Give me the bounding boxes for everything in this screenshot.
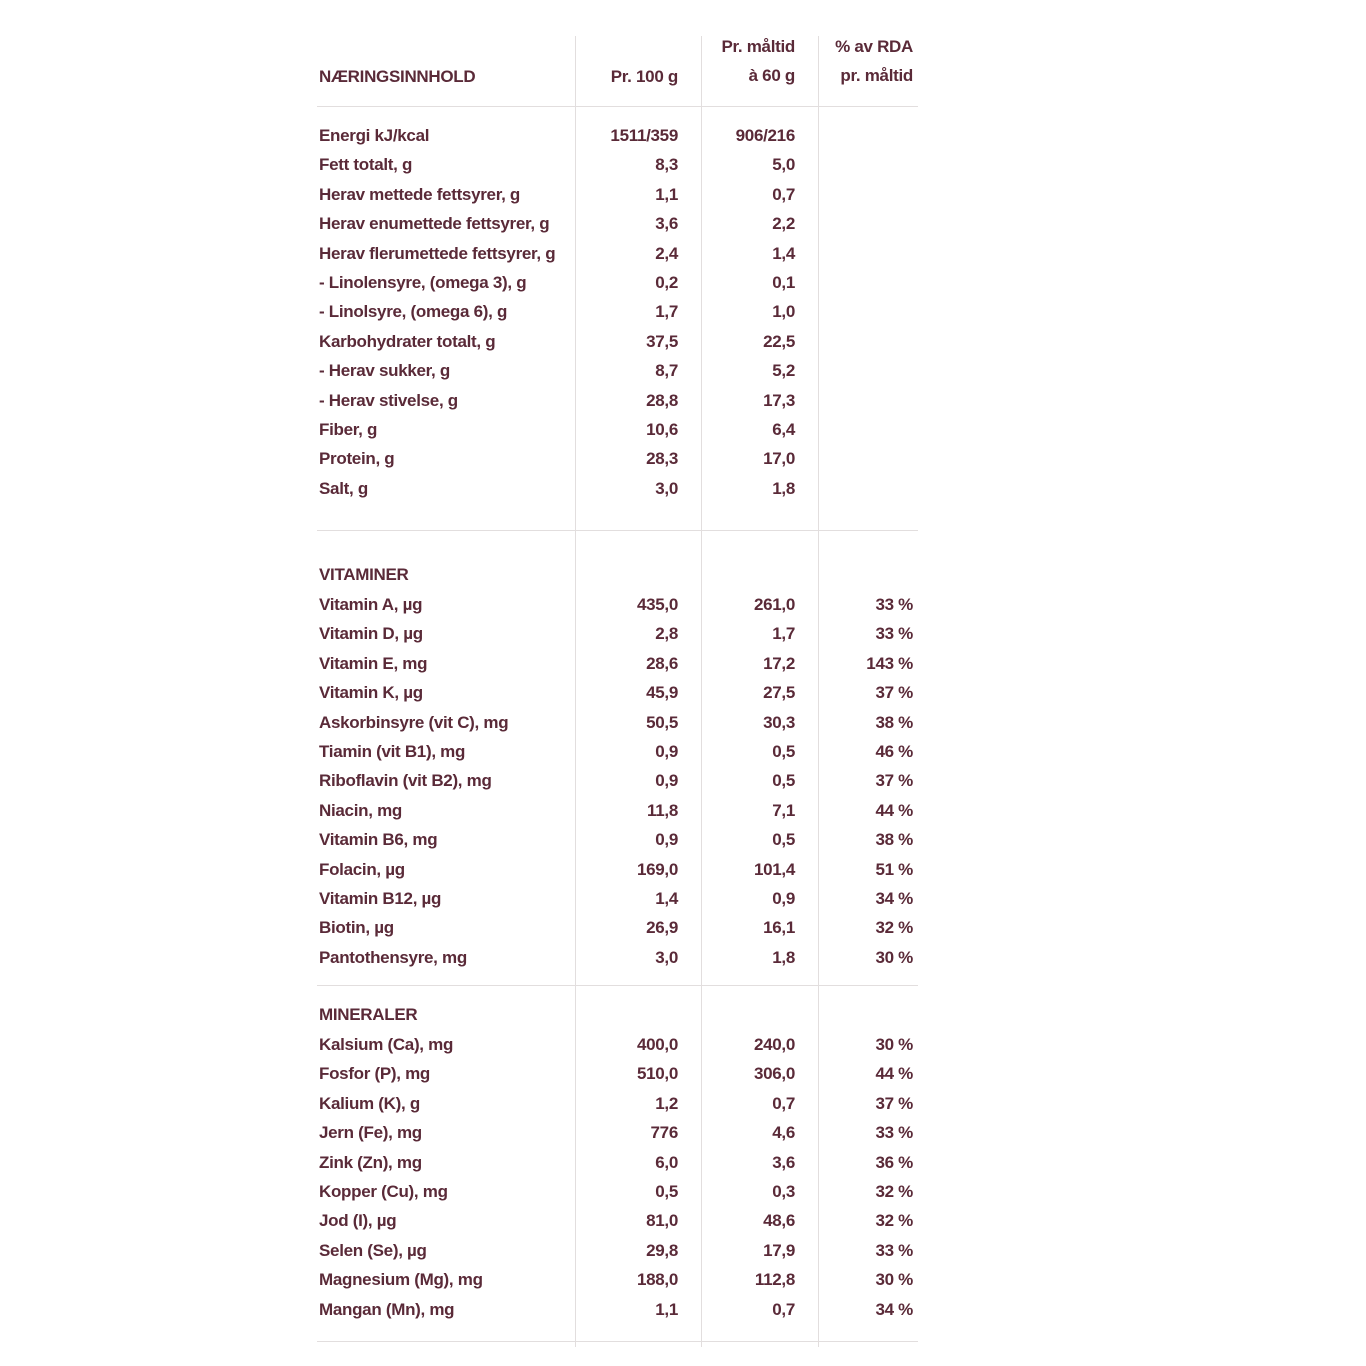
row-label: Tiamin (vit B1), mg (319, 742, 466, 761)
row-label: Pantothensyre, mg (319, 947, 467, 967)
value-per-meal: 2,2 (772, 214, 795, 234)
table-row (317, 1295, 918, 1324)
row-label: Vitamin B6, mg (319, 830, 438, 850)
row-label: Selen (Se), µg (319, 1240, 427, 1260)
value-per-meal: 0,3 (772, 1182, 795, 1201)
row-label: Vitamin D, µg (319, 624, 423, 644)
value-per-meal: 0,5 (772, 830, 795, 850)
value-per-meal: 0,7 (772, 184, 795, 204)
row-label: - Herav sukker, g (319, 361, 450, 381)
value-per-meal: 1,7 (772, 624, 795, 644)
table-row (317, 737, 918, 766)
table-row (317, 1206, 918, 1235)
column-header-rda-line1: % av RDA (835, 37, 913, 56)
row-label: Fett totalt, g (319, 155, 413, 175)
value-per-meal: 112,8 (754, 1270, 795, 1290)
row-label: Jern (Fe), mg (319, 1123, 422, 1143)
value-per100: 28,3 (646, 449, 678, 469)
value-rda: 30 % (875, 1270, 913, 1290)
value-per100: 28,8 (646, 390, 678, 410)
value-per100: 435,0 (636, 595, 678, 614)
value-per100: 0,9 (655, 771, 678, 791)
value-rda: 33 % (875, 595, 913, 614)
value-per100: 45,9 (646, 683, 678, 703)
value-rda: 36 % (875, 1152, 913, 1172)
value-per100: 2,4 (655, 243, 678, 263)
value-per-meal: 1,8 (772, 947, 795, 967)
row-label: Jod (I), µg (319, 1211, 397, 1231)
divider (317, 530, 918, 531)
value-per-meal: 30,3 (763, 712, 795, 732)
column-header-meal-line1: Pr. måltid (721, 37, 795, 56)
table-row (317, 884, 918, 913)
value-per-meal: 1,4 (772, 243, 795, 263)
value-per100: 3,0 (655, 478, 678, 498)
value-per100: 1,1 (655, 1299, 678, 1319)
value-rda: 46 % (875, 742, 913, 761)
value-per100: 0,5 (655, 1182, 678, 1201)
value-per-meal: 22,5 (763, 331, 795, 351)
value-per100: 28,6 (646, 653, 678, 673)
row-label: Protein, g (319, 449, 395, 469)
table-row (317, 1030, 918, 1059)
value-per-meal: 0,1 (772, 273, 795, 292)
value-rda: 143 % (866, 653, 913, 673)
value-rda: 32 % (875, 918, 913, 938)
row-label: Herav mettede fettsyrer, g (319, 184, 521, 204)
row-label: Kalium (K), g (319, 1093, 420, 1113)
value-rda: 38 % (875, 830, 913, 850)
value-per100: 2,8 (655, 624, 678, 644)
table-row (317, 649, 918, 678)
value-per-meal: 3,6 (772, 1152, 795, 1172)
table-row (317, 268, 918, 297)
value-per-meal: 17,9 (763, 1240, 795, 1260)
table-row (317, 209, 918, 238)
value-per-meal: 48,6 (763, 1211, 795, 1231)
value-per100: 3,6 (655, 214, 678, 234)
table-row (317, 1089, 918, 1118)
table-row (317, 913, 918, 942)
value-per-meal: 306,0 (753, 1064, 795, 1084)
value-rda: 34 % (875, 889, 913, 908)
table-row (317, 619, 918, 648)
table-row (317, 796, 918, 825)
value-rda: 33 % (875, 1240, 913, 1260)
value-rda: 30 % (875, 1035, 913, 1054)
value-rda: 44 % (875, 1064, 913, 1084)
value-rda: 33 % (875, 624, 913, 644)
value-rda: 32 % (875, 1182, 913, 1201)
value-per100: 50,5 (646, 712, 678, 732)
divider (317, 985, 918, 986)
value-rda: 44 % (875, 800, 913, 820)
row-label: Karbohydrater totalt, g (319, 331, 496, 351)
value-per100: 3,0 (655, 947, 678, 967)
table-row (317, 1236, 918, 1265)
value-per-meal: 0,9 (772, 889, 795, 908)
row-label: Herav enumettede fettsyrer, g (319, 214, 550, 234)
value-per100: 26,9 (646, 918, 678, 938)
row-label: Vitamin A, µg (319, 595, 423, 614)
value-per-meal: 101,4 (753, 859, 795, 879)
table-row (317, 1148, 918, 1177)
row-label: Vitamin B12, µg (319, 889, 442, 908)
minerals-title: MINERALER (319, 1005, 418, 1024)
value-per100: 1,7 (655, 302, 678, 322)
column-header-meal-line2: à 60 g (748, 66, 795, 85)
value-rda: 37 % (875, 683, 913, 703)
row-label: Vitamin K, µg (319, 683, 423, 703)
column-header-per100: Pr. 100 g (610, 67, 678, 86)
value-per100: 37,5 (646, 331, 678, 351)
value-rda: 37 % (875, 771, 913, 791)
table-title: NÆRINGSINNHOLD (319, 67, 476, 86)
row-label: Fiber, g (319, 420, 378, 439)
value-per-meal: 1,8 (772, 478, 795, 498)
value-per-meal: 17,3 (763, 390, 795, 410)
value-per-meal: 906/216 (735, 126, 795, 145)
table-row (317, 474, 918, 503)
table-row (317, 239, 918, 268)
value-per-meal: 0,5 (772, 771, 795, 791)
table-row (317, 708, 918, 737)
value-rda: 32 % (875, 1211, 913, 1231)
value-per-meal: 1,0 (772, 302, 795, 322)
row-label: Kalsium (Ca), mg (319, 1035, 454, 1054)
divider (317, 106, 918, 107)
value-per-meal: 0,5 (772, 742, 795, 761)
value-per100: 8,7 (655, 361, 678, 381)
value-per100: 11,8 (647, 800, 678, 820)
value-per-meal: 7,1 (772, 800, 795, 820)
table-row (317, 855, 918, 884)
value-per100: 188,0 (636, 1270, 678, 1290)
table-row (317, 150, 918, 179)
row-label: Mangan (Mn), mg (319, 1299, 455, 1319)
table-row (317, 1265, 918, 1294)
value-per100: 776 (650, 1123, 678, 1143)
value-rda: 34 % (875, 1299, 913, 1319)
table-row (317, 297, 918, 326)
row-label: - Linolensyre, (omega 3), g (319, 273, 527, 292)
value-per100: 1,4 (655, 889, 678, 908)
value-per-meal: 17,2 (763, 653, 795, 673)
value-per100: 169,0 (636, 859, 678, 879)
value-per-meal: 5,2 (772, 361, 795, 381)
table-row (317, 386, 918, 415)
row-label: Salt, g (319, 478, 368, 498)
value-rda: 37 % (875, 1093, 913, 1113)
value-per-meal: 240,0 (753, 1035, 795, 1054)
value-per100: 400,0 (636, 1035, 678, 1054)
value-per100: 10,6 (646, 420, 678, 439)
row-label: Energi kJ/kcal (319, 126, 430, 145)
column-header-rda-line2: pr. måltid (840, 66, 913, 85)
row-label: Zink (Zn), mg (319, 1152, 422, 1172)
table-row (317, 1118, 918, 1147)
value-per100: 1,1 (655, 184, 678, 204)
value-per100: 1,2 (655, 1093, 678, 1113)
table-row (317, 327, 918, 356)
value-per100: 0,9 (655, 742, 678, 761)
table-row (317, 356, 918, 385)
value-per-meal: 261,0 (753, 595, 795, 614)
value-per100: 1511/359 (610, 126, 678, 145)
value-per100: 29,8 (646, 1240, 678, 1260)
value-per100: 0,2 (655, 273, 678, 292)
row-label: Riboflavin (vit B2), mg (319, 771, 492, 791)
value-rda: 51 % (875, 859, 913, 879)
row-label: Fosfor (P), mg (319, 1064, 431, 1084)
table-row (317, 766, 918, 795)
table-row (317, 1177, 918, 1206)
value-per-meal: 17,0 (763, 449, 795, 469)
table-row (317, 180, 918, 209)
value-rda: 33 % (875, 1123, 913, 1143)
value-per100: 6,0 (655, 1152, 678, 1172)
value-per-meal: 6,4 (772, 420, 795, 439)
table-row (317, 943, 918, 972)
row-label: Askorbinsyre (vit C), mg (319, 712, 509, 732)
row-label: - Herav stivelse, g (319, 390, 458, 410)
value-per-meal: 27,5 (763, 683, 795, 703)
value-per-meal: 0,7 (772, 1299, 795, 1319)
value-per100: 8,3 (655, 155, 678, 175)
table-row (317, 590, 918, 619)
value-rda: 38 % (875, 712, 913, 732)
vitamins-title: VITAMINER (319, 565, 409, 584)
table-row (317, 444, 918, 473)
row-label: Vitamin E, mg (319, 653, 428, 673)
row-label: Kopper (Cu), mg (319, 1182, 448, 1201)
row-label: Folacin, µg (319, 859, 405, 879)
value-per100: 0,9 (655, 830, 678, 850)
table-row (317, 678, 918, 707)
divider (317, 1341, 918, 1342)
value-per100: 81,0 (646, 1211, 678, 1231)
table-row (317, 825, 918, 854)
value-per-meal: 0,7 (772, 1093, 795, 1113)
row-label: Magnesium (Mg), mg (319, 1270, 483, 1290)
row-label: Niacin, mg (319, 800, 402, 820)
value-per-meal: 16,1 (763, 918, 795, 938)
row-label: Herav flerumettede fettsyrer, g (319, 243, 556, 263)
table-row (317, 121, 918, 150)
table-row (317, 1059, 918, 1088)
row-label: Biotin, µg (319, 918, 394, 938)
value-per100: 510,0 (636, 1064, 678, 1084)
value-per-meal: 5,0 (772, 155, 795, 175)
row-label: - Linolsyre, (omega 6), g (319, 302, 508, 322)
value-rda: 30 % (875, 947, 913, 967)
value-per-meal: 4,6 (772, 1123, 795, 1143)
table-row (317, 415, 918, 444)
